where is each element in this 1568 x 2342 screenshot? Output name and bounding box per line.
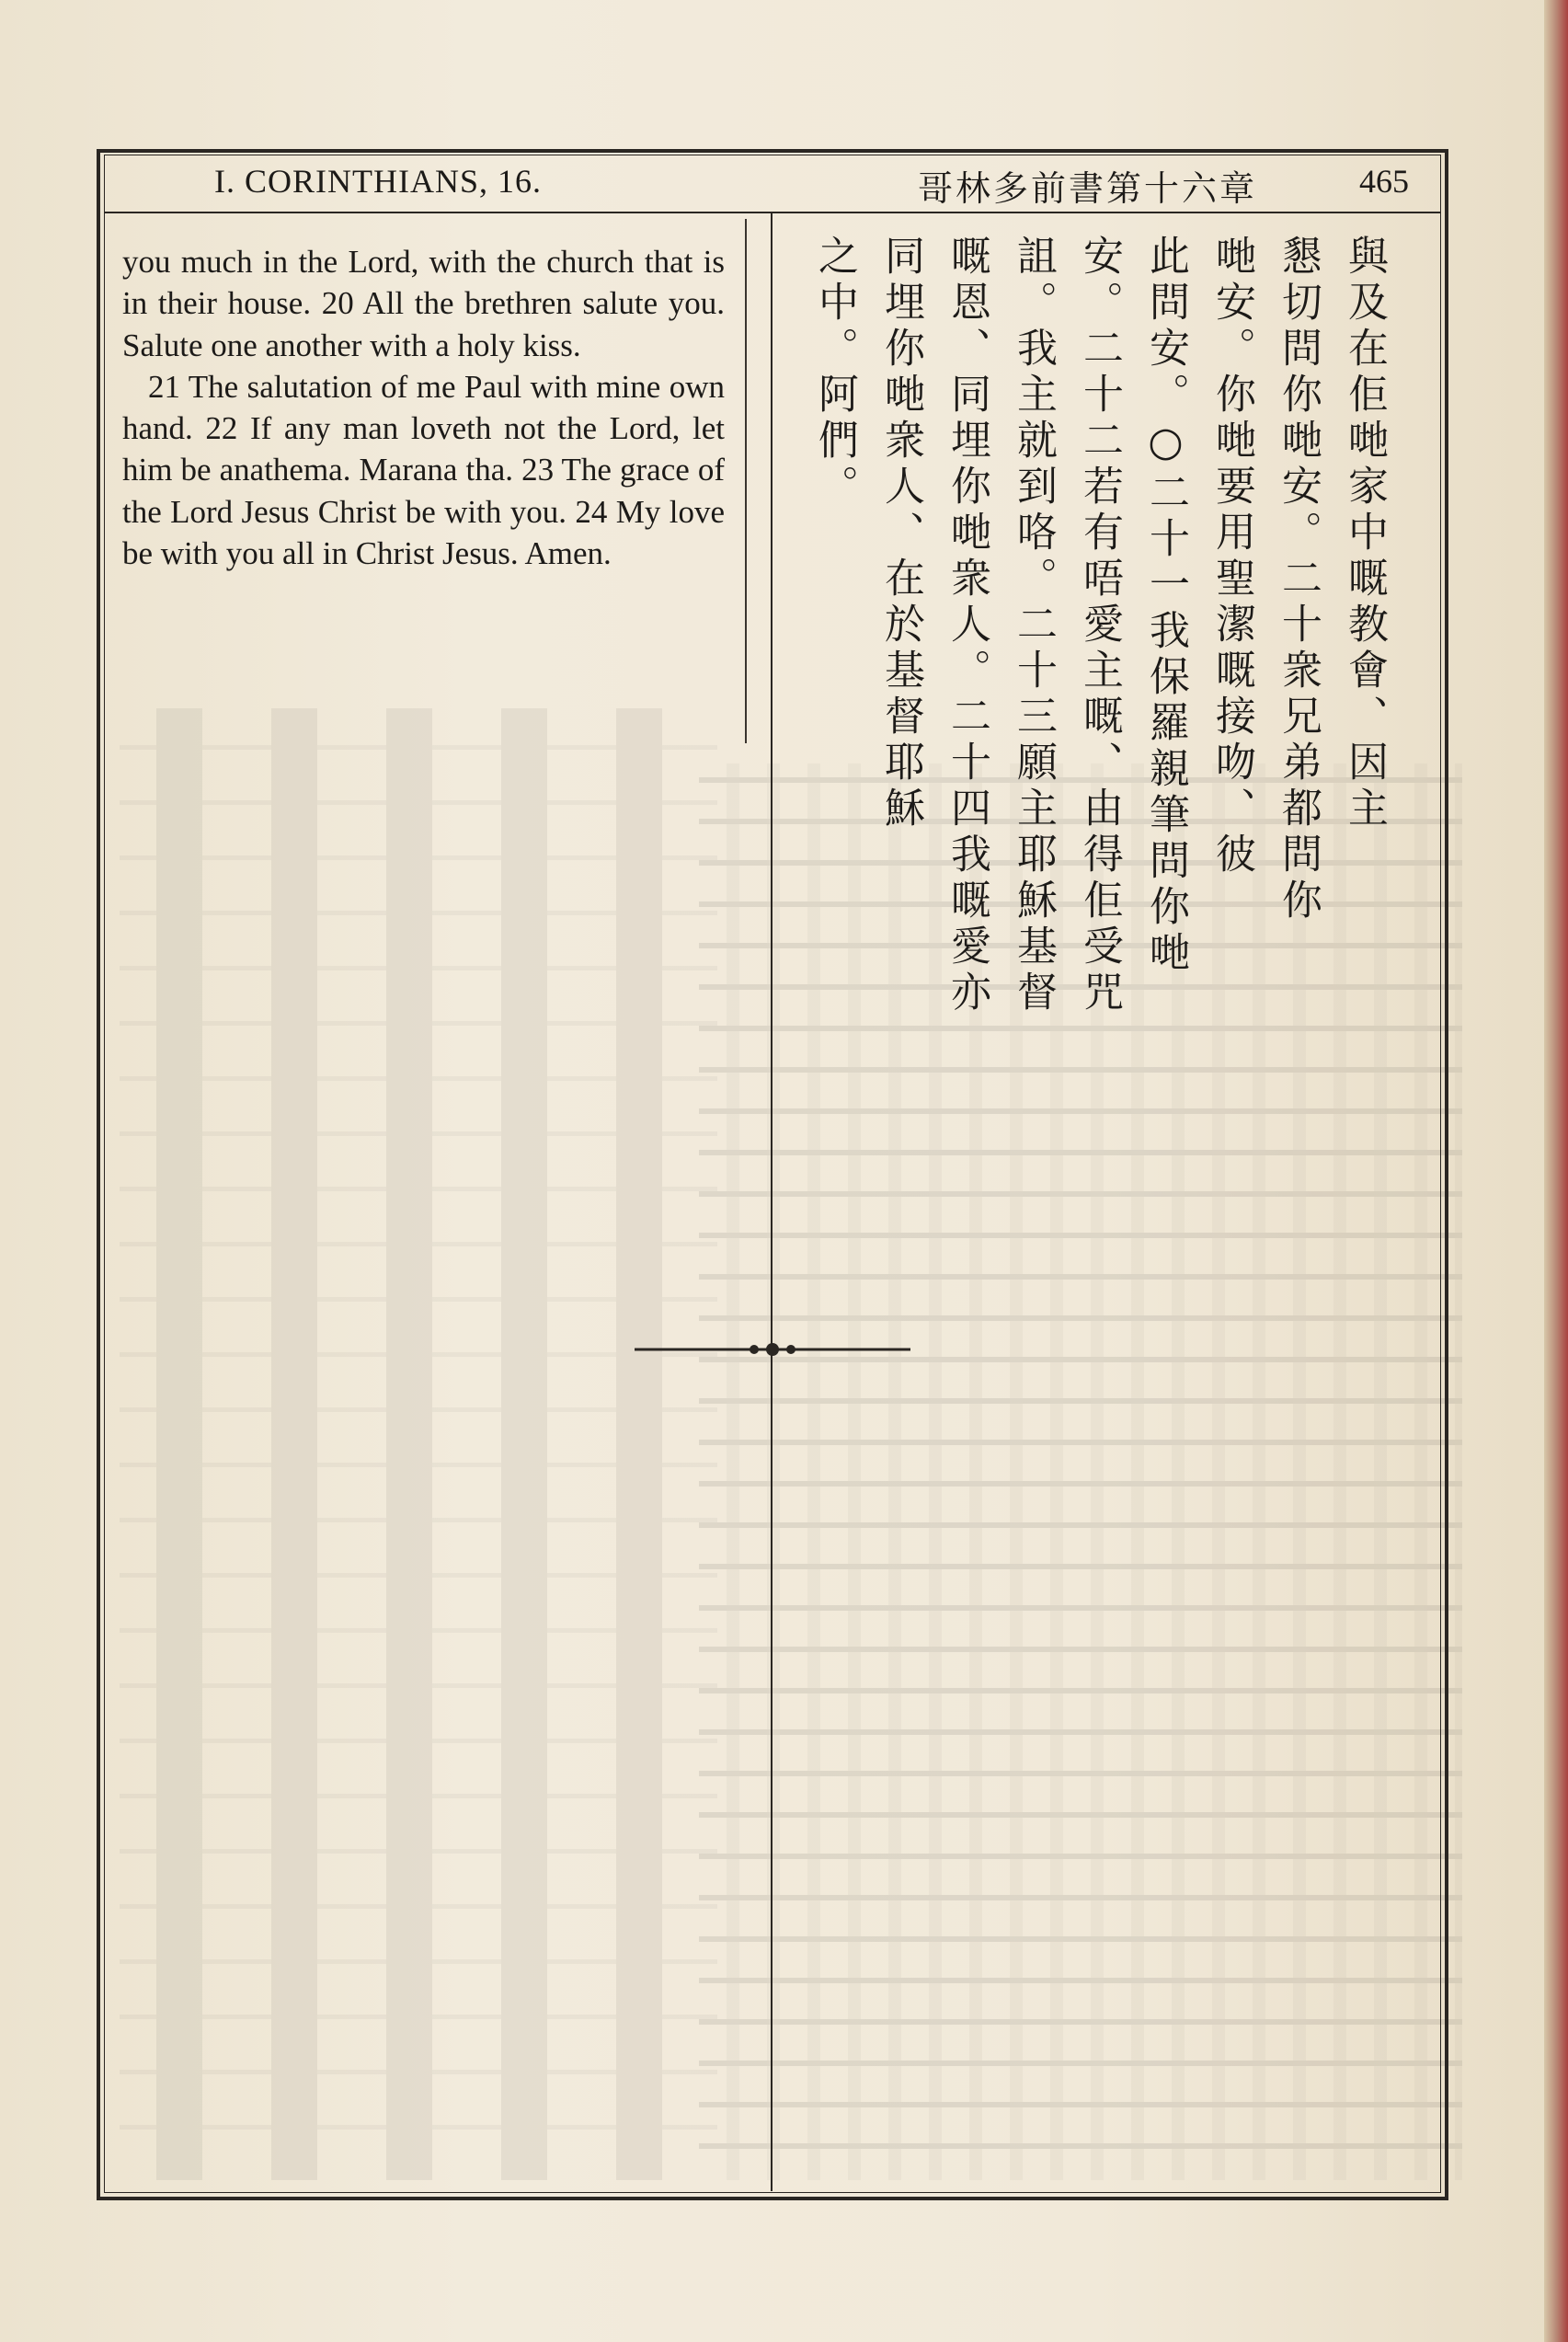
chinese-column: 嘅恩、同埋你哋衆人。二十四我嘅愛亦 <box>944 235 990 1016</box>
chinese-column: 此問安。○二十一我保羅親筆問你哋 <box>1142 235 1189 977</box>
chinese-column: 哋安。你哋要用聖潔嘅接吻、彼 <box>1208 235 1255 878</box>
verse-end-rule <box>745 219 747 743</box>
chinese-text-block <box>805 235 1393 1016</box>
english-text-block <box>122 241 725 574</box>
chinese-column: 同埋你哋衆人、在於基督耶穌 <box>877 235 924 832</box>
chinese-column: 懇切問你哋安。二十衆兄弟都問你 <box>1275 235 1322 924</box>
chinese-column: 與及在佢哋家中嘅教會、因主 <box>1341 235 1388 832</box>
section-ornament <box>635 1338 910 1360</box>
page-number: 465 <box>1359 163 1409 200</box>
english-paragraph: 21 The salutation of me Paul with mine own hand. 22 If any man loveth not the Lord, let him be anathema. Marana tha. 23 The grace of the Lord Jesus Christ be with you. 24 My love be with you all in Christ Jesus. Amen. <box>122 368 725 572</box>
column-divider <box>771 213 773 2191</box>
page-edge <box>1544 0 1568 2342</box>
chinese-column: 安。二十二若有唔愛主嘅、由得佢受咒 <box>1076 235 1123 1016</box>
chinese-column: 之中。阿們。 <box>811 235 858 511</box>
chinese-column: 詛。我主就到咯。二十三願主耶穌基督 <box>1010 235 1057 1016</box>
book-chapter-title: I. CORINTHIANS, 16. <box>214 163 542 200</box>
chinese-chapter-title: 哥林多前書第十六章 <box>918 168 1258 209</box>
running-header <box>104 155 1441 213</box>
english-paragraph: you much in the Lord, with the church that is in their house. 20 All the brethren salute you. Salute one another with a holy kiss. <box>122 244 725 363</box>
